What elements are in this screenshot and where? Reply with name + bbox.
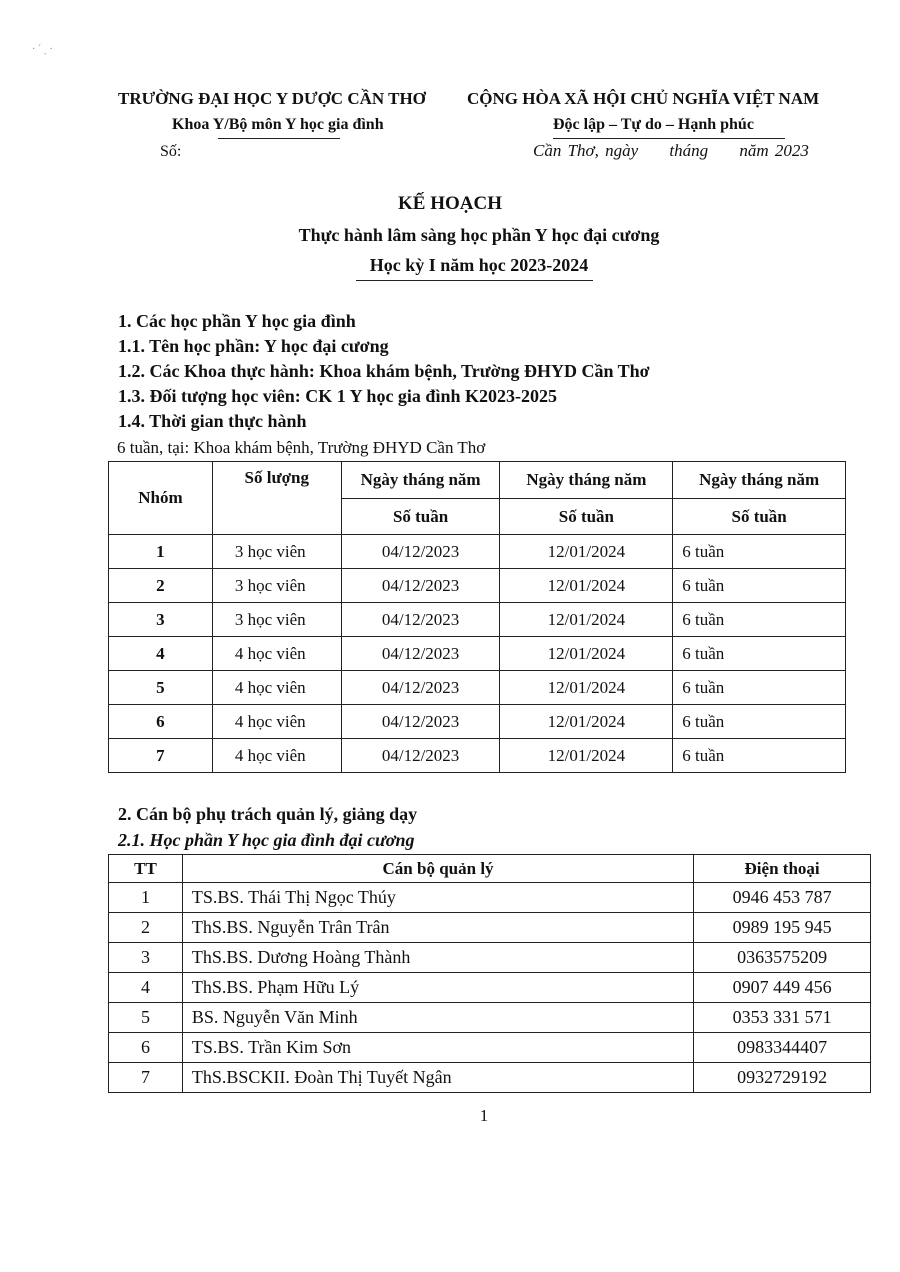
index-cell: 5 — [109, 1003, 183, 1033]
document-term: Học kỳ I năm học 2023-2024 — [369, 255, 589, 275]
phone-cell: 0989 195 945 — [694, 913, 871, 943]
table-row — [109, 671, 846, 705]
header-col3-top: Ngày tháng năm — [341, 462, 500, 499]
count-cell: 4 học viên — [212, 671, 341, 705]
start-date-cell: 04/12/2023 — [341, 535, 500, 569]
section-1-2: 1.2. Các Khoa thực hành: Khoa khám bệnh, Trường ĐHYD Cần Thơ — [118, 361, 650, 381]
start-date-cell: 04/12/2023 — [341, 705, 500, 739]
index-cell: 6 — [109, 1033, 183, 1063]
place-and-date: Cần Thơ, ngày tháng năm 2023 — [533, 141, 809, 160]
header-count: Số lượng — [212, 462, 341, 535]
group-cell: 1 — [109, 535, 213, 569]
staff-name-cell: TS.BS. Trần Kim Sơn — [182, 1033, 693, 1063]
count-cell: 3 học viên — [212, 603, 341, 637]
table-row — [109, 637, 846, 671]
header-name: Cán bộ quản lý — [182, 855, 693, 883]
end-date-cell: 12/01/2024 — [500, 671, 673, 705]
location-note: 6 tuần, tại: Khoa khám bệnh, Trường ĐHYD Cần Thơ — [117, 438, 486, 457]
document-title: KẾ HOẠCH — [398, 193, 502, 214]
staff-name-cell: BS. Nguyễn Văn Minh — [182, 1003, 693, 1033]
staff-table — [108, 854, 871, 1093]
weeks-cell: 6 tuần — [673, 739, 846, 773]
department-name: Khoa Y/Bộ môn Y học gia đình — [172, 116, 384, 133]
end-date-cell: 12/01/2024 — [500, 535, 673, 569]
page-number: 1 — [479, 1106, 489, 1125]
document-number-label: Số: — [160, 143, 182, 160]
weeks-cell: 6 tuần — [673, 569, 846, 603]
scan-speck: · ˊ ˏ · — [32, 44, 53, 55]
section-2-heading: 2. Cán bộ phụ trách quản lý, giảng dạy — [118, 804, 418, 824]
header-col5-bottom: Số tuần — [673, 499, 846, 535]
index-cell: 4 — [109, 973, 183, 1003]
weeks-cell: 6 tuần — [673, 671, 846, 705]
table-row — [109, 883, 871, 913]
weeks-cell: 6 tuần — [673, 705, 846, 739]
section-1-heading: 1. Các học phần Y học gia đình — [118, 311, 356, 331]
index-cell: 3 — [109, 943, 183, 973]
staff-name-cell: ThS.BS. Phạm Hữu Lý — [182, 973, 693, 1003]
section-1-4: 1.4. Thời gian thực hành — [118, 411, 307, 431]
phone-cell: 0983344407 — [694, 1033, 871, 1063]
count-cell: 3 học viên — [212, 535, 341, 569]
end-date-cell: 12/01/2024 — [500, 637, 673, 671]
count-cell: 4 học viên — [212, 739, 341, 773]
header-col5-top: Ngày tháng năm — [673, 462, 846, 499]
phone-cell: 0907 449 456 — [694, 973, 871, 1003]
section-2-1: 2.1. Học phần Y học gia đình đại cương — [118, 830, 415, 850]
phone-cell: 0363575209 — [694, 943, 871, 973]
start-date-cell: 04/12/2023 — [341, 569, 500, 603]
document-subtitle: Thực hành lâm sàng học phần Y học đại cương — [298, 225, 660, 245]
header-index: TT — [109, 855, 183, 883]
table-row — [109, 705, 846, 739]
count-cell: 4 học viên — [212, 705, 341, 739]
index-cell: 7 — [109, 1063, 183, 1093]
section-1-3: 1.3. Đối tượng học viên: CK 1 Y học gia đình K2023-2025 — [118, 386, 557, 406]
header-phone: Điện thoại — [694, 855, 871, 883]
header-group: Nhóm — [109, 462, 213, 535]
count-cell: 4 học viên — [212, 637, 341, 671]
group-cell: 6 — [109, 705, 213, 739]
phone-cell: 0946 453 787 — [694, 883, 871, 913]
table-row — [109, 569, 846, 603]
weeks-cell: 6 tuần — [673, 603, 846, 637]
staff-name-cell: TS.BS. Thái Thị Ngọc Thúy — [182, 883, 693, 913]
index-cell: 1 — [109, 883, 183, 913]
table-row — [109, 603, 846, 637]
staff-name-cell: ThS.BS. Nguyễn Trân Trân — [182, 913, 693, 943]
staff-name-cell: ThS.BS. Dương Hoàng Thành — [182, 943, 693, 973]
national-motto: Độc lập – Tự do – Hạnh phúc — [553, 116, 754, 133]
table-row — [109, 1063, 871, 1093]
title-underline — [356, 280, 593, 281]
table-row — [109, 739, 846, 773]
start-date-cell: 04/12/2023 — [341, 739, 500, 773]
group-cell: 5 — [109, 671, 213, 705]
end-date-cell: 12/01/2024 — [500, 705, 673, 739]
header-left-divider — [218, 138, 340, 139]
org-name: TRƯỜNG ĐẠI HỌC Y DƯỢC CẦN THƠ — [118, 89, 426, 108]
table-row — [109, 913, 871, 943]
phone-cell: 0353 331 571 — [694, 1003, 871, 1033]
staff-name-cell: ThS.BSCKII. Đoàn Thị Tuyết Ngân — [182, 1063, 693, 1093]
table-row — [109, 1033, 871, 1063]
count-cell: 3 học viên — [212, 569, 341, 603]
group-cell: 2 — [109, 569, 213, 603]
index-cell: 2 — [109, 913, 183, 943]
schedule-table — [108, 461, 846, 773]
section-1-1: 1.1. Tên học phần: Y học đại cương — [118, 336, 389, 356]
group-cell: 7 — [109, 739, 213, 773]
table-row — [109, 535, 846, 569]
weeks-cell: 6 tuần — [673, 637, 846, 671]
end-date-cell: 12/01/2024 — [500, 603, 673, 637]
end-date-cell: 12/01/2024 — [500, 569, 673, 603]
group-cell: 4 — [109, 637, 213, 671]
end-date-cell: 12/01/2024 — [500, 739, 673, 773]
group-cell: 3 — [109, 603, 213, 637]
country-name: CỘNG HÒA XÃ HỘI CHỦ NGHĨA VIỆT NAM — [467, 89, 820, 108]
header-col3-bottom: Số tuần — [341, 499, 500, 535]
table-row — [109, 1003, 871, 1033]
start-date-cell: 04/12/2023 — [341, 637, 500, 671]
header-col4-top: Ngày tháng năm — [500, 462, 673, 499]
header-right-divider — [553, 138, 785, 139]
phone-cell: 0932729192 — [694, 1063, 871, 1093]
start-date-cell: 04/12/2023 — [341, 671, 500, 705]
weeks-cell: 6 tuần — [673, 535, 846, 569]
table-row — [109, 973, 871, 1003]
start-date-cell: 04/12/2023 — [341, 603, 500, 637]
header-col4-bottom: Số tuần — [500, 499, 673, 535]
table-row — [109, 943, 871, 973]
